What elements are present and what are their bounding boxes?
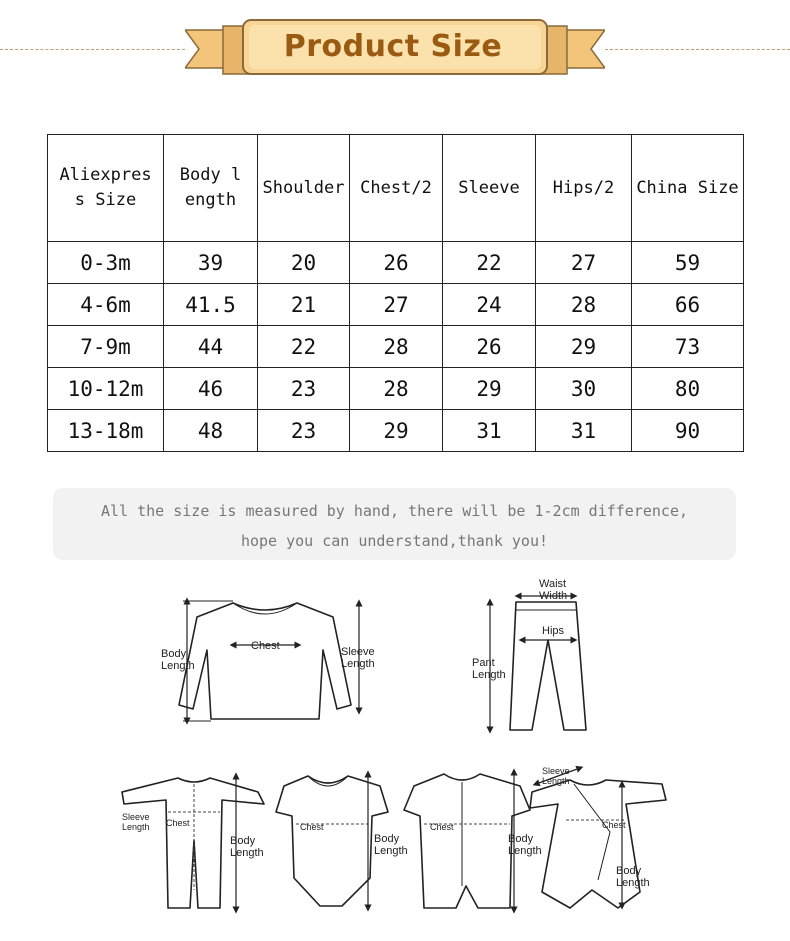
column-header: Sleeve: [443, 135, 536, 242]
table-cell: 48: [164, 410, 258, 452]
table-cell: 29: [536, 326, 632, 368]
table-cell: 22: [443, 242, 536, 284]
table-cell: 21: [258, 284, 350, 326]
note-line-2: hope you can understand,thank you!: [240, 532, 549, 550]
column-header: Chest/2: [350, 135, 443, 242]
table-cell: 30: [536, 368, 632, 410]
romper-diagram: [118, 770, 268, 915]
header-divider-left: [0, 49, 185, 50]
table-cell: 80: [632, 368, 744, 410]
romper-body-label: Body: [230, 835, 256, 847]
table-row: [48, 242, 744, 284]
table-row: [48, 410, 744, 452]
table-cell: 22: [258, 326, 350, 368]
note-line-1: All the size is measured by hand, there will be 1-2cm difference,: [101, 502, 688, 520]
bodysuit-chest-label: Chest: [300, 822, 324, 832]
shirt-sleeve-label-2: Length: [341, 658, 375, 670]
shirt-diagram: [155, 595, 385, 730]
table-cell: 28: [350, 368, 443, 410]
column-header: China Size: [632, 135, 744, 242]
size-table: [47, 134, 744, 452]
kimono-body-label: Body: [616, 865, 642, 877]
shortall-body-label-2: Length: [508, 845, 542, 857]
bodysuit-body-label-2: Length: [374, 845, 408, 857]
header-divider-right: [605, 49, 790, 50]
table-cell: 28: [536, 284, 632, 326]
table-cell: 46: [164, 368, 258, 410]
table-row: [48, 284, 744, 326]
table-cell: 0-3m: [48, 242, 164, 284]
shirt-chest-label: Chest: [251, 640, 280, 652]
shirt-sleeve-label: Sleeve: [341, 646, 375, 658]
table-cell: 66: [632, 284, 744, 326]
table-cell: 20: [258, 242, 350, 284]
table-cell: 29: [443, 368, 536, 410]
table-cell: 73: [632, 326, 744, 368]
table-cell: 90: [632, 410, 744, 452]
shortall-chest-label: Chest: [430, 822, 454, 832]
table-cell: 39: [164, 242, 258, 284]
pants-length-label: Pant: [472, 657, 495, 669]
page-title: Product Size: [283, 28, 503, 64]
table-cell: 26: [350, 242, 443, 284]
bodysuit-diagram: [272, 768, 412, 916]
table-cell: 44: [164, 326, 258, 368]
table-cell: 41.5: [164, 284, 258, 326]
table-cell: 10-12m: [48, 368, 164, 410]
pants-waist-label-2: Width: [539, 590, 568, 602]
table-cell: 23: [258, 410, 350, 452]
table-cell: 31: [443, 410, 536, 452]
table-cell: 29: [350, 410, 443, 452]
bodysuit-body-label: Body: [374, 833, 400, 845]
table-cell: 4-6m: [48, 284, 164, 326]
pants-diagram: [470, 578, 630, 738]
table-cell: 7-9m: [48, 326, 164, 368]
romper-sleeve-label-2: Length: [122, 822, 150, 832]
romper-sleeve-label: Sleeve: [122, 812, 150, 822]
romper-body-label-2: Length: [230, 847, 264, 859]
column-header: Body length: [164, 135, 258, 242]
shortall-body-label: Body: [508, 833, 534, 845]
pants-waist-label: Waist: [539, 578, 567, 590]
romper-chest-label: Chest: [166, 818, 190, 828]
table-row: [48, 326, 744, 368]
kimono-sleeve-label-2: Length: [542, 776, 570, 786]
kimono-chest-label: Chest: [602, 820, 626, 830]
table-cell: 27: [350, 284, 443, 326]
column-header: Hips/2: [536, 135, 632, 242]
table-cell: 28: [350, 326, 443, 368]
table-cell: 26: [443, 326, 536, 368]
table-cell: 27: [536, 242, 632, 284]
table-row: [48, 368, 744, 410]
column-header: Shoulder: [258, 135, 350, 242]
column-header: Aliexpress Size: [48, 135, 164, 242]
kimono-sleeve-label: Sleeve: [542, 766, 570, 776]
table-cell: 31: [536, 410, 632, 452]
measurement-note: [53, 488, 736, 560]
table-header-row: [48, 135, 744, 242]
pants-length-label-2: Length: [472, 669, 506, 681]
table-cell: 24: [443, 284, 536, 326]
kimono-body-label-2: Length: [616, 877, 650, 889]
shirt-body-length-label-2: Length: [161, 660, 195, 672]
shirt-body-length-label: Body: [161, 648, 187, 660]
kimono-diagram: [522, 760, 682, 916]
table-cell: 13-18m: [48, 410, 164, 452]
pants-hips-label: Hips: [542, 625, 565, 637]
table-cell: 23: [258, 368, 350, 410]
table-cell: 59: [632, 242, 744, 284]
